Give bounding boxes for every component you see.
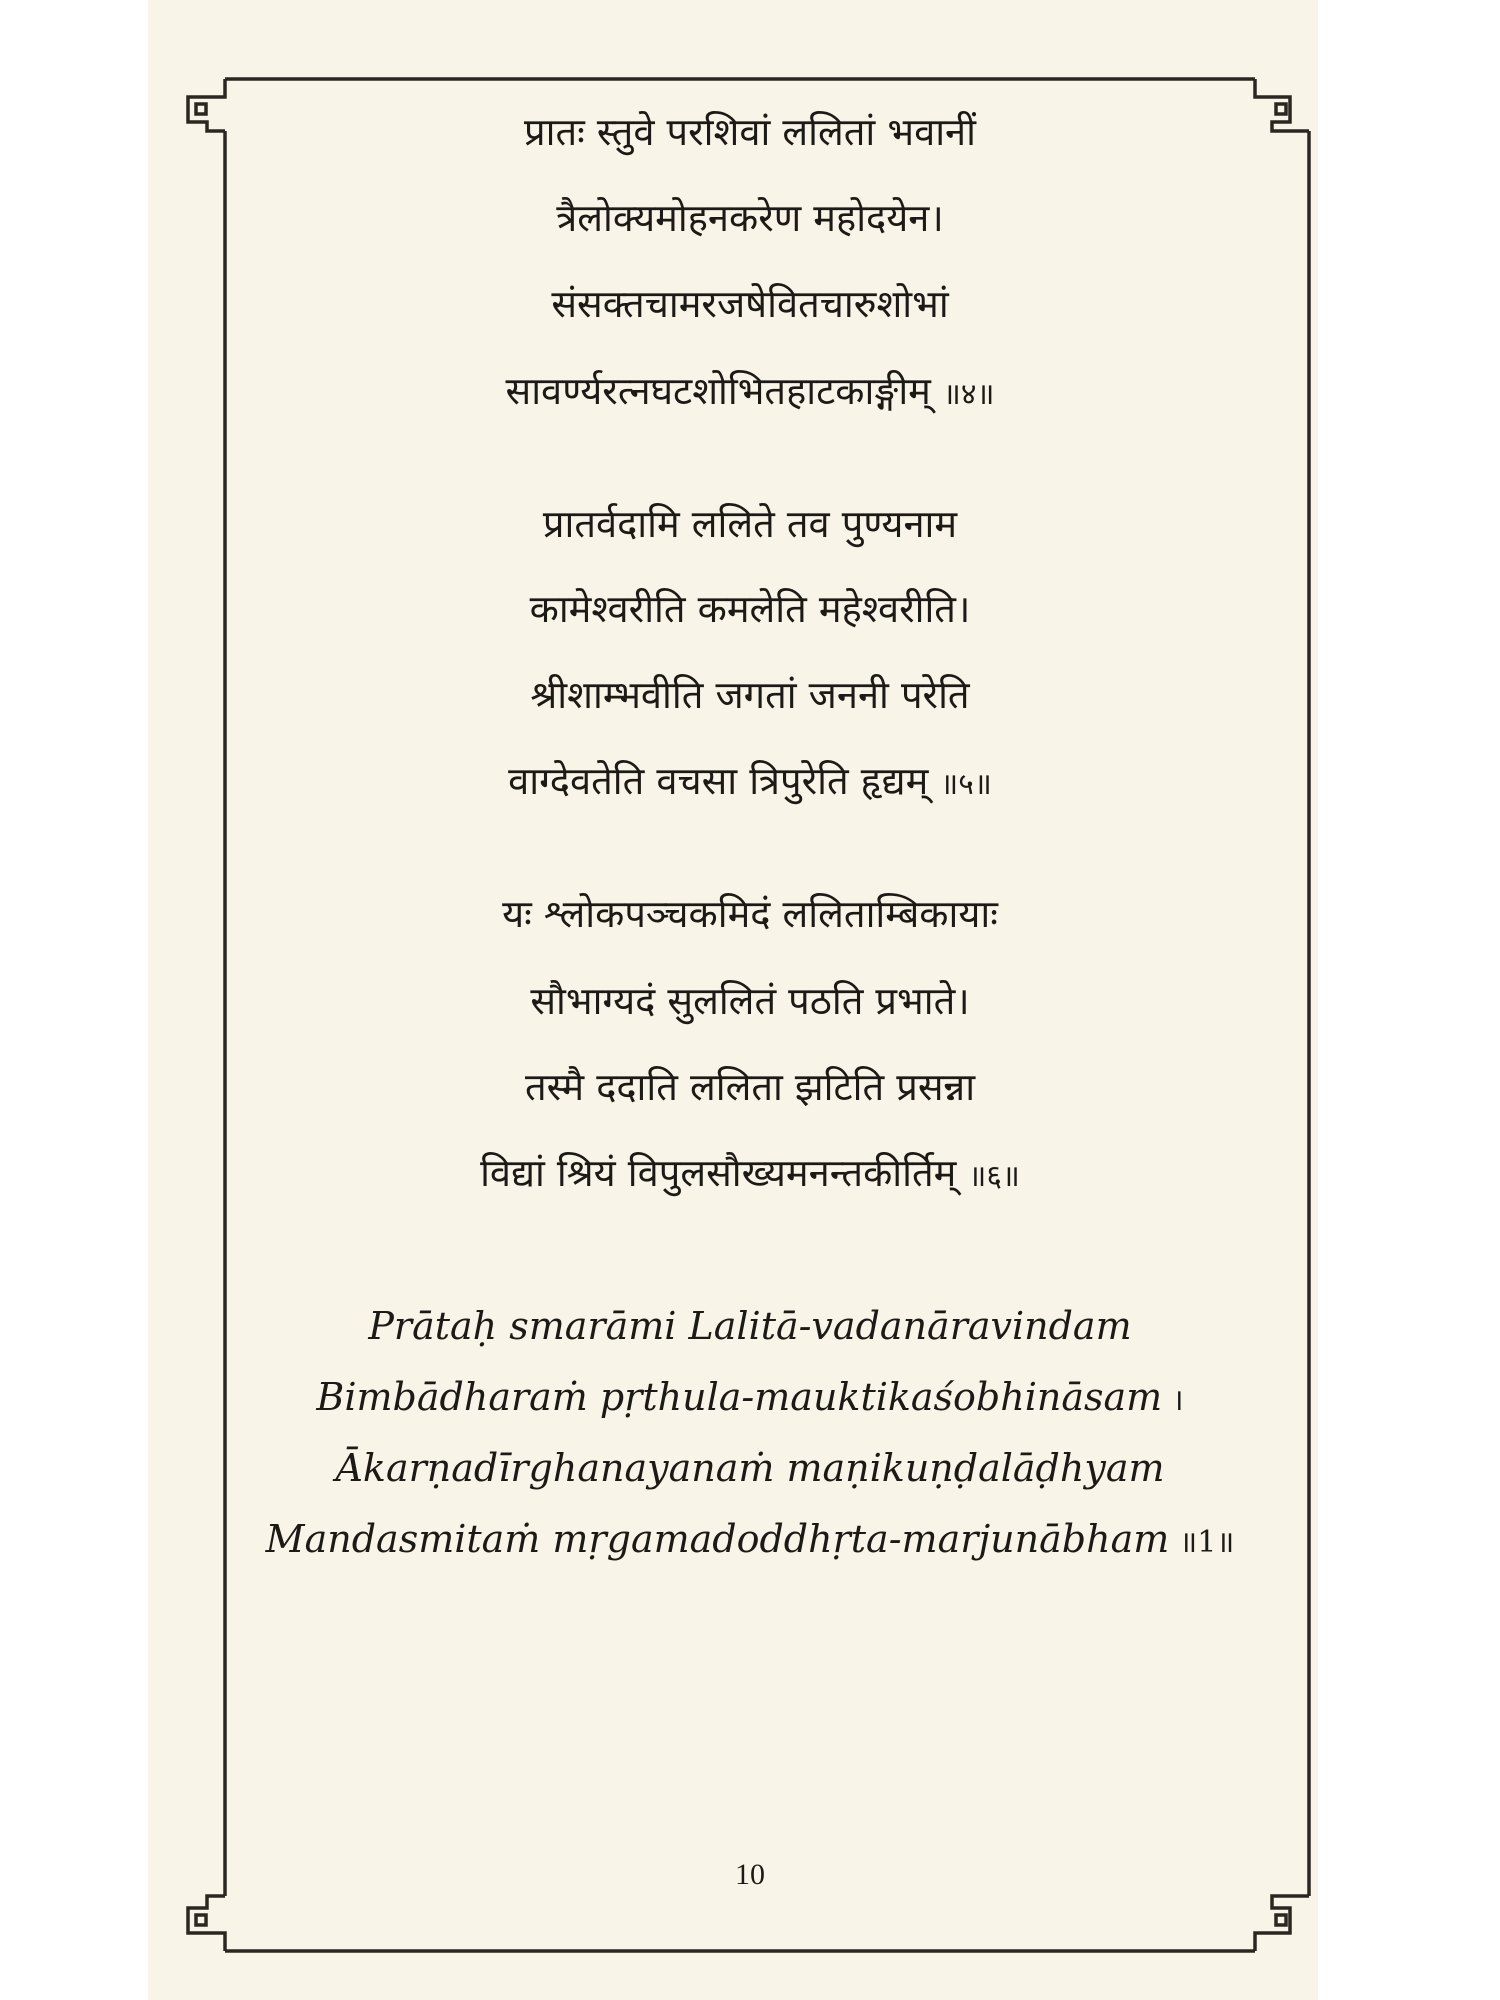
verse-4-line-4 (240, 369, 1260, 413)
verse-5-line-2: कामेश्वरीति कमलेति महेश्वरीति। (529, 587, 971, 631)
half-verse-mark: । (1172, 1383, 1184, 1418)
verse-5-line-3: श्रीशाम्भवीति जगतां जननी परेति (530, 673, 970, 717)
transliteration-line-2 (180, 1375, 1320, 1419)
verse-4-line-3: संसक्तचामरजषेवितचारुशोभां (551, 282, 949, 326)
verse-number-4: ॥४॥ (942, 377, 995, 412)
transliteration-line-4 (180, 1517, 1320, 1561)
page-number: 10 (735, 1858, 765, 1891)
transliteration-line-4-text: Mandasmitaṁ mṛgamadoddhṛta-marjunābham (265, 1517, 1170, 1561)
transliteration-line-2-text: Bimbādharaṁ pṛthula-mauktikaśobhināsam (316, 1375, 1163, 1419)
verse-5-line-4-text: वाग्देवतेति वचसा त्रिपुरेति हृद्यम् (508, 759, 929, 803)
verse-number-5: ॥५॥ (940, 767, 992, 802)
verse-5-line-4 (240, 759, 1260, 803)
verse-6-line-3: तस्मै ददाति ललिता झटिति प्रसन्ना (524, 1065, 976, 1109)
verse-6-line-4 (240, 1151, 1260, 1195)
verse-4-line-2: त्रैलोक्यमोहनकरेण महोदयेन। (556, 196, 944, 240)
transliteration-verse-number: ॥1॥ (1179, 1525, 1235, 1560)
verse-number-6: ॥६॥ (968, 1159, 1020, 1194)
verse-6-line-1: यः श्लोकपञ्चकमिदं ललिताम्बिकायाः (502, 892, 998, 936)
verse-6-line-4-text: विद्यां श्रियं विपुलसौख्यमनन्तकीर्तिम् (480, 1151, 957, 1195)
verse-4-line-1: प्रातः स्तुवे परशिवां ललितां भवानीं (524, 110, 976, 154)
verse-5-line-1: प्रातर्वदामि ललिते तव पुण्यनाम (542, 502, 958, 546)
transliteration-line-3: Ākarṇadīrghanayanaṁ maṇikuṇḍalāḍhyam (335, 1446, 1165, 1490)
verse-4-line-4-text: सावर्ण्यरत्नघटशोभितहाटकाङ्गीम् (505, 369, 931, 413)
transliteration-line-1: Prātaḥ smarāmi Lalitā-vadanāravindam (368, 1304, 1132, 1348)
verse-6-line-2: सौभाग्यदं सुललितं पठति प्रभाते। (530, 979, 970, 1023)
